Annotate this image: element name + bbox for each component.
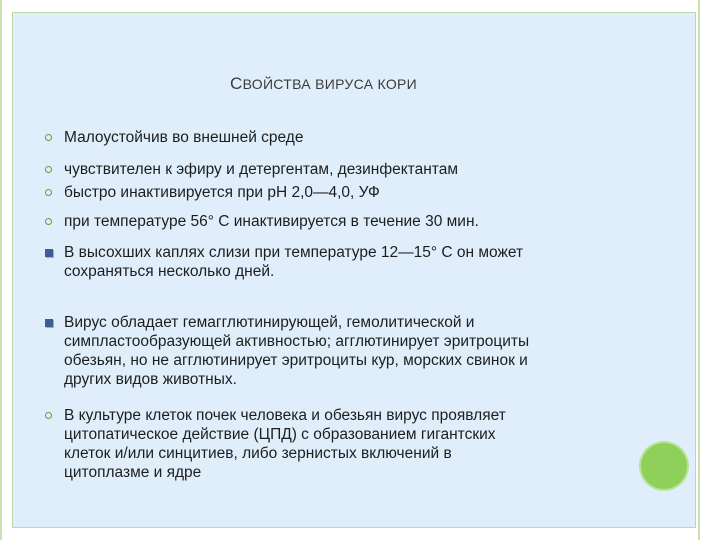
bullet-item bbox=[44, 243, 634, 281]
ring-bullet-icon bbox=[44, 160, 64, 178]
bullet-text: Вирус обладает гемагглютинирующей, гемолитической и симпластообразующей активностью; агглютинирует эритроциты обезьян, но не агглютинирует эритроциты кур, морских свинок и других видов животных. bbox=[64, 314, 530, 388]
ring-bullet-icon bbox=[44, 406, 64, 424]
slide-title bbox=[230, 74, 590, 94]
bullet-item bbox=[44, 128, 634, 147]
bullet-text: чувствителен к эфиру и детергентам, дезинфектантам bbox=[64, 161, 458, 178]
right-border-line bbox=[698, 0, 700, 540]
bullet-text: при температуре 56° С инактивируется в течение 30 мин. bbox=[64, 213, 479, 230]
square-bullet-icon bbox=[44, 243, 64, 261]
bullet-text: В культуре клеток почек человека и обезьян вирус проявляет цитопатическое действие (ЦПД) с образованием гигантских клеток и/или синцитиев, либо зернистых включений в цитоплазме и ядре bbox=[64, 407, 506, 481]
left-border-line bbox=[0, 0, 2, 540]
title-rest: ВОЙСТВА ВИРУСА КОРИ bbox=[242, 76, 418, 92]
green-circle-decoration bbox=[641, 443, 687, 489]
ring-bullet-icon bbox=[44, 128, 64, 146]
title-initial: С bbox=[230, 74, 243, 93]
bullet-item bbox=[44, 313, 634, 389]
bullet-item bbox=[44, 406, 634, 482]
bullet-item bbox=[44, 212, 634, 231]
square-bullet-icon bbox=[44, 313, 64, 331]
bullet-text: В высохших каплях слизи при температуре 12—15° С он может сохраняться несколько дней. bbox=[64, 244, 524, 280]
bullet-item bbox=[44, 183, 634, 202]
bullet-text: Малоустойчив во внешней среде bbox=[64, 129, 304, 146]
bullet-text: быстро инактивируется при рН 2,0—4,0, УФ bbox=[64, 184, 380, 201]
bullet-item bbox=[44, 160, 634, 179]
ring-bullet-icon bbox=[44, 212, 64, 230]
ring-bullet-icon bbox=[44, 183, 64, 201]
